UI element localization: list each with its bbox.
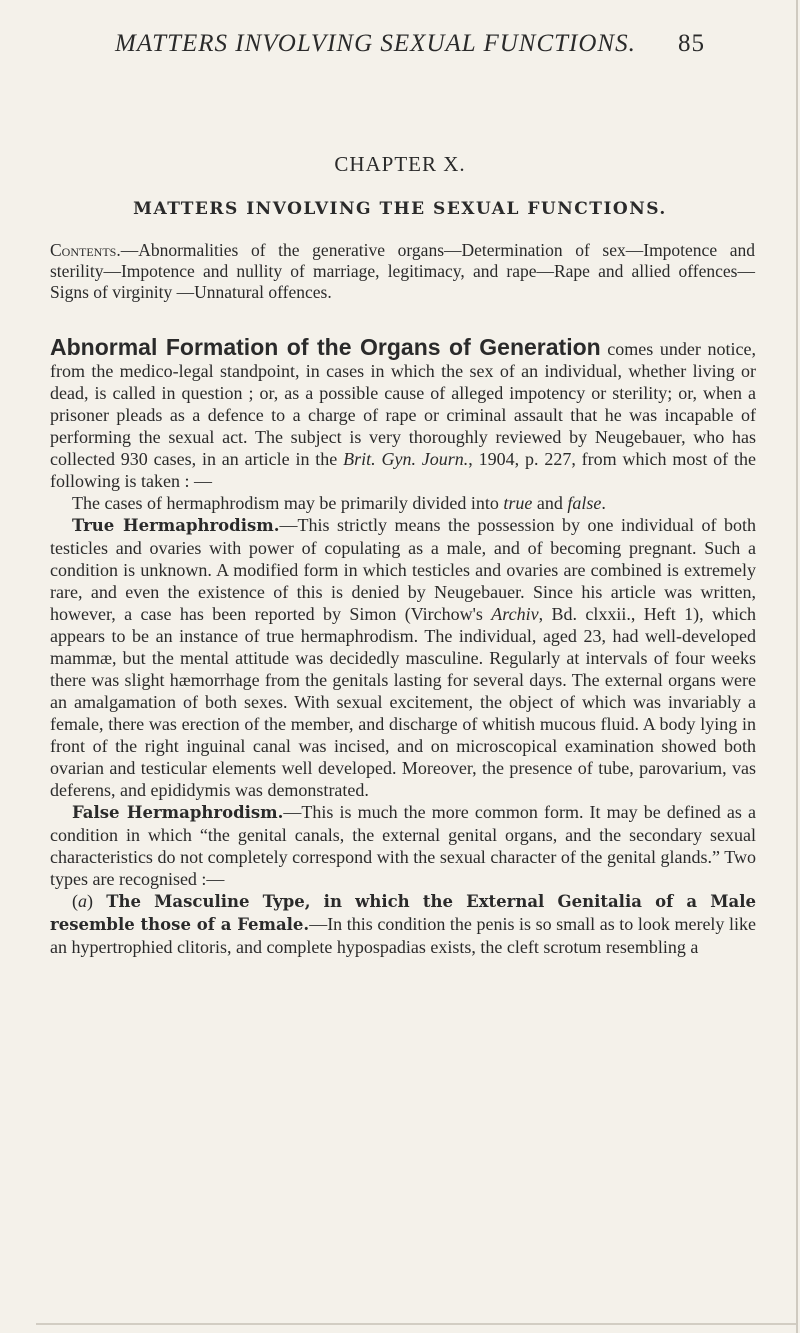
chapter-title: MATTERS INVOLVING THE SEXUAL FUNCTIONS. [133,199,667,219]
contents-label: Contents. [50,240,121,260]
contents-text: —Abnormalities of the generative organs—Determination of sex—Impotence and sterility—Impotence and nullity of marriage, legitimacy, and rape—Rape and allied offences—Signs of virginity —Unnatural offences. [50,240,755,302]
paragraph-true-hermaphrodism [50,514,756,801]
paragraph-text: . [601,493,606,513]
page-number: 85 [678,30,705,57]
list-marker: ) [87,891,93,911]
paragraph-abnormal-formation [50,336,756,492]
body-text [50,336,756,958]
journal-title: Brit. Gyn. Journ. [343,449,469,469]
chapter-number: CHAPTER X. [334,152,466,176]
page-bottom-edge [36,1323,796,1325]
paragraph-text: The cases of hermaphrodism may be primarily divided into [72,493,504,513]
paragraph-text: and [532,493,568,513]
paragraph-text: , Bd. clxxii., Heft 1), which appears to be an instance of true hermaphrodism. The individual, aged 23, had well-developed mammæ, but the mental attitude was decidedly masculine. Regularly at intervals of four weeks there was slight hæmorrhage from the genitals lasting for several days. The external organs were an amalgamation of both sexes. With sexual excitement, the object of which was invariably a female, there was erection of the member, and discharge of whitish mucous fluid. A body lying in front of the right inguinal canal was incised, and on microscopical examination showed both ovarian and testicular elements well developed. Moreover, the presence of tube, parovarium, vas deferens, and epididymis was demonstrated. [50,604,757,800]
paragraph-false-hermaphrodism [50,801,756,890]
paragraph-text: —This strictly means the possession by one individual of both testicles and ovaries with power of copulating as a male, and of becoming pregnant. Such a condition is unknown. A modified form in which testicles and ovaries are combined is extremely rare, and even the existence of this is denied by Neugebauer. Since his article was written, however, a case has been reported by Simon (Virchow's [50,515,756,624]
heading-true-hermaphrodism: True Hermaphrodism. [72,516,280,535]
paragraph-text: comes under notice, from the medico-legal standpoint, in cases in which the sex of an individual, whether living or dead, is called in question ; or, as a possible cause of alleged impotency or sterility; or, when a prisoner pleads as a defence to a charge of rape or criminal assault that he was incapable of performing the sexual act. The subject is very thoroughly reviewed by Neugebauer, who has collected 930 cases, in an article in the [50,339,756,469]
paragraph-text: —This is much the more common form. It may be defined as a condition in which “the genital canals, the external genital organs, and the secondary sexual characteristics do not completely correspond with the sexual character of the genital glands.” Two types are recognised :— [50,802,756,889]
chapter-contents [50,240,755,303]
paragraph-text: —In this condition the penis is so small as to look merely like an hypertrophied clitoris, and complete hypospadias exists, the cleft scrotum resembling a [50,914,756,957]
heading-abnormal-formation: Abnormal Formation of the Organs of Generation [50,334,601,360]
running-head-title: MATTERS INVOLVING SEXUAL FUNCTIONS. [115,30,636,57]
list-marker-letter: a [78,891,87,911]
paragraph-masculine-type [50,890,756,958]
paragraph-divisions [50,492,756,514]
term-false: false [567,493,602,513]
page-edge-shadow [796,0,798,1333]
list-marker: ( [72,891,78,911]
journal-archiv: Archiv [491,604,539,624]
paragraph-text: , 1904, p. 227, from which most of the following is taken : — [50,449,756,491]
heading-false-hermaphrodism: False Hermaphrodism. [72,803,284,822]
heading-masculine-type: The Masculine Type, in which the External Genitalia of a Male resemble those of a Female. [50,892,756,934]
term-true: true [503,493,533,513]
running-head [115,30,705,58]
